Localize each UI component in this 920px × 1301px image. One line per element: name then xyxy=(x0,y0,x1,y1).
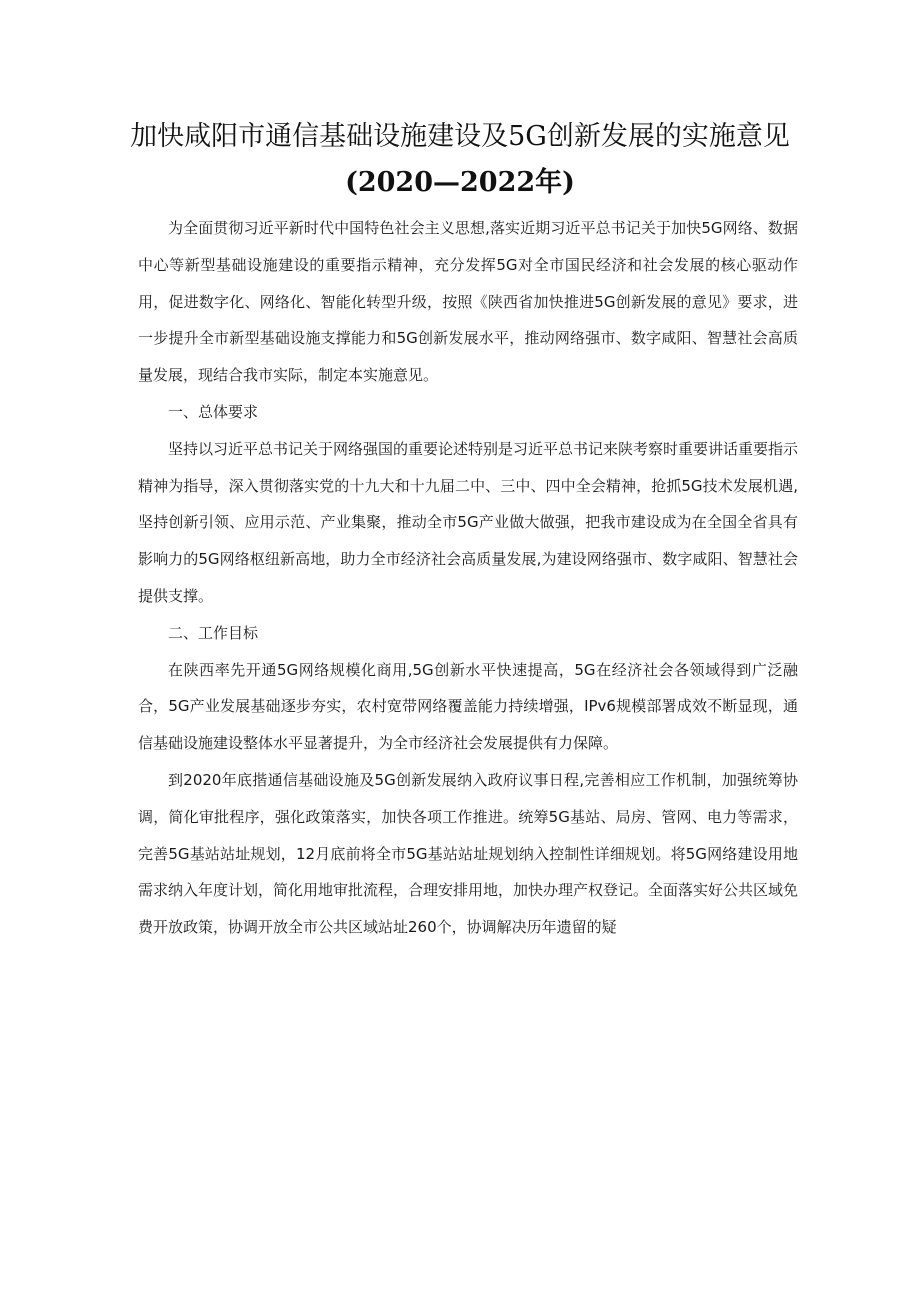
paragraph-intro: 为全面贯彻习近平新时代中国特色社会主义思想,落实近期习近平总书记关于加快5G网络、数据中心等新型基础设施建设的重要指示精神，充分发挥5G对全市国民经济和社会发展的核心驱动作用，促进数字化、网络化、智能化转型升级，按照《陕西省加快推进5G创新发展的意见》要求，进一步提升全市新型基础设施支撑能力和5G创新发展水平，推动网络强市、数字咸阳、智慧社会高质量发展，现结合我市实际，制定本实施意见。 xyxy=(138,219,798,385)
section-heading-work-goals: 二、工作目标 xyxy=(168,623,259,642)
document-body xyxy=(138,210,798,946)
paragraph-general-requirements: 坚持以习近平总书记关于网络强国的重要论述特别是习近平总书记来陕考察时重要讲话重要指示精神为指导，深入贯彻落实党的十九大和十九届二中、三中、四中全会精神，抢抓5G技术发展机遇,坚持创新引领、应用示范、产业集聚，推动全市5G产业做大做强，把我市建设成为在全国全省具有影响力的5G网络枢纽新高地，助力全市经济社会高质量发展,为建设网络强市、数字咸阳、智慧社会提供支撑。 xyxy=(138,439,799,605)
section-heading-general-requirements: 一、总体要求 xyxy=(168,402,259,421)
paragraph-work-goals: 在陕西率先开通5G网络规模化商用,5G创新水平快速提高，5G在经济社会各领域得到广泛融合，5G产业发展基础逐步夯实，农村宽带网络覆盖能力持续增强，IPv6规模部署成效不断显现，通信基础设施建设整体水平显著提升，为全市经济社会发展提供有力保障。 xyxy=(138,660,798,753)
document-title: 加快咸阳市通信基础设施建设及5G创新发展的实施意见 xyxy=(130,121,790,152)
paragraph-2020-targets: 到2020年底揩通信基础设施及5G创新发展纳入政府议事日程,完善相应工作机制，加强统筹协调，简化审批程序，强化政策落实，加快各项工作推进。统筹5G基站、局房、管网、电力等需求，完善5G基站站址规划，12月底前将全市5G基站站址规划纳入控制性详细规划。将5G网络建设用地需求纳入年度计划，简化用地审批流程，合理安排用地，加快办理产权登记。全面落实好公共区域免费开放政策，协调开放全市公共区域站址260个，协调解决历年遗留的疑 xyxy=(138,770,799,937)
document-subtitle-years: (2020—2022年) xyxy=(345,167,575,198)
